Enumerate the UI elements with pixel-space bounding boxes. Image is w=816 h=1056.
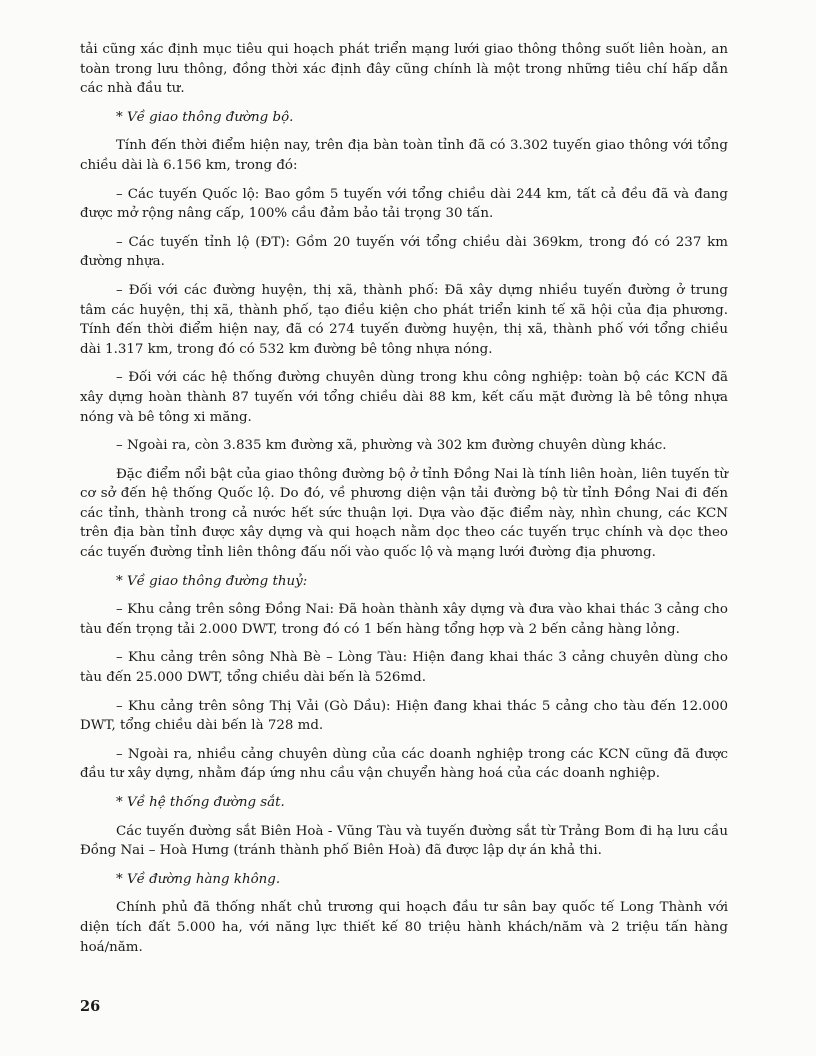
page-body — [80, 40, 728, 966]
paragraph-dong-nai-port: – Khu cảng trên sông Đồng Nai: Đã hoàn thành xây dựng và đưa vào khai thác 3 cảng cho tàu đến trọng tải 2.000 DWT, trong đó có 1 bến hàng tổng hợp và 2 bến cảng hàng lỏng. — [80, 602, 728, 637]
paragraph-nha-be-port: – Khu cảng trên sông Nhà Bè – Lòng Tàu: Hiện đang khai thác 3 cảng chuyên dùng cho tàu đến 25.000 DWT, tổng chiều dài bến là 526md. — [80, 650, 728, 686]
paragraph-national-roads: – Các tuyến Quốc lộ: Bao gồm 5 tuyến với tổng chiều dài 244 km, tất cả đều đã và đang được mở rộng nâng cấp, 100% cầu đảm bảo tải trọng 30 tấn. — [80, 186, 728, 222]
paragraph-intro: tải cũng xác định mục tiêu qui hoạch phát triển mạng lưới giao thông thông suốt liên hoàn, an toàn trong lưu thông, đồng thời xác định đây cũng chính là một trong những tiêu chí hấp dẫn các nhà đầu tư. — [80, 42, 728, 97]
paragraph-thi-vai-port: – Khu cảng trên sông Thị Vải (Gò Dầu): Hiện đang khai thác 5 cảng cho tàu đến 12.000 DWT, tổng chiều dài bến là 728 md. — [80, 698, 728, 734]
heading-waterway-transport: * Về giao thông đường thuỷ: — [116, 573, 308, 589]
paragraph-other-roads: – Ngoài ra, còn 3.835 km đường xã, phường và 302 km đường chuyên dùng khác. — [116, 438, 667, 454]
paragraph-district-roads: – Đối với các đường huyện, thị xã, thành phố: Đã xây dựng nhiều tuyến đường ở trung tâm các huyện, thị xã, thành phố, tạo điều kiện cho phát triển kinh tế xã hội của địa phương. Tính đến thời điểm hiện nay, đã có 274 tuyến đường huyện, thị xã, thành phố với tổng chiều dài 1.317 km, trong đó có 532 km đường bê tông nhựa nóng. — [80, 282, 728, 357]
paragraph-industrial-roads: – Đối với các hệ thống đường chuyên dùng trong khu công nghiệp: toàn bộ các KCN đã xây dựng hoàn thành 87 tuyến với tổng chiều dài 88 km, kết cấu mặt đường là bê tông nhựa nóng và bê tông xi măng. — [80, 370, 728, 425]
paragraph-railway: Các tuyến đường sắt Biên Hoà - Vũng Tàu và tuyến đường sắt từ Trảng Bom đi hạ lưu cầu Đồng Nai – Hoà Hưng (tránh thành phố Biên Hoà) đã được lập dự án khả thi. — [80, 823, 728, 859]
paragraph-airport: Chính phủ đã thống nhất chủ trương qui hoạch đầu tư sân bay quốc tế Long Thành với diện tích đất 5.000 ha, với năng lực thiết kế 80 triệu hành khách/năm và 2 triệu tấn hàng hoá/năm. — [80, 900, 728, 955]
paragraph-other-ports: – Ngoài ra, nhiều cảng chuyên dùng của các doanh nghiệp trong các KCN cũng đã được đầu tư xây dựng, nhằm đáp ứng nhu cầu vận chuyển hàng hoá của các doanh nghiệp. — [80, 746, 728, 782]
paragraph-road-features: Đặc điểm nổi bật của giao thông đường bộ ở tỉnh Đồng Nai là tính liên hoàn, liên tuyến từ cơ sở đến hệ thống Quốc lộ. Do đó, về phương diện vận tải đường bộ từ tỉnh Đồng Nai đi đến các tỉnh, thành trong cả nước hết sức thuận lợi. Dựa vào đặc điểm này, nhìn chung, các KCN trên địa bàn tỉnh được xây dựng và qui hoạch nằm dọc theo các tuyến trục chính và dọc theo các tuyến đường tỉnh liên thông đấu nối vào quốc lộ và mạng lưới đường địa phương. — [80, 466, 728, 561]
heading-aviation: * Về đường hàng không. — [116, 871, 281, 887]
page-number: 26 — [80, 998, 101, 1015]
paragraph-road-total: Tính đến thời điểm hiện nay, trên địa bàn toàn tỉnh đã có 3.302 tuyến giao thông với tổng chiều dài là 6.156 km, trong đó: — [80, 138, 728, 173]
paragraph-provincial-roads: – Các tuyến tỉnh lộ (ĐT): Gồm 20 tuyến với tổng chiều dài 369km, trong đó có 237 km đường nhựa. — [80, 234, 728, 270]
heading-railway: * Về hệ thống đường sắt. — [116, 795, 285, 810]
heading-road-transport: * Về giao thông đường bộ. — [116, 109, 294, 125]
